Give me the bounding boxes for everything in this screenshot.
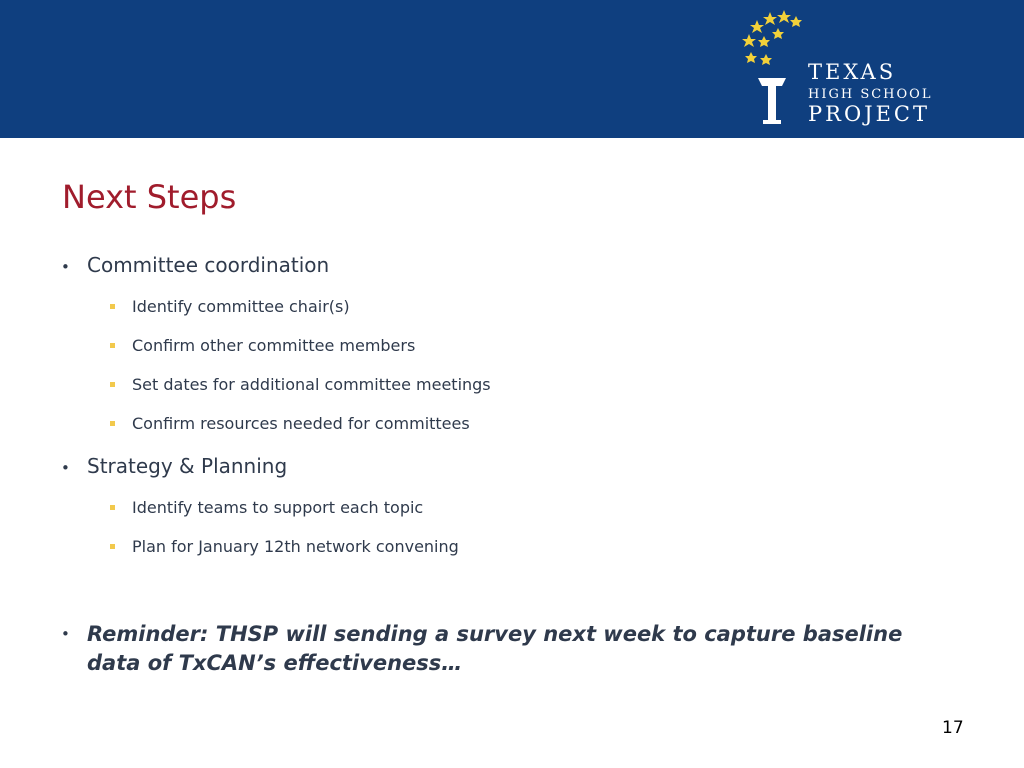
logo-word-high-school: HIGH SCHOOL [808,87,933,102]
bullet-committee-coordination [61,253,330,277]
sub-bullet-square [110,505,115,510]
sub-bullet-square [110,544,115,549]
slide-title: Next Steps [62,178,237,216]
sub-bullet-text: Plan for January 12th network convening [132,537,459,556]
sub-bullet [132,297,350,316]
reminder-text: Reminder: THSP will sending a survey next week to capture baseline data of TxCAN’s effectiveness… [87,622,903,675]
bullet-text: Committee coordination [87,253,330,277]
page-number: 17 [942,718,964,738]
bullet-strategy-planning [61,454,288,478]
sub-bullet-text: Confirm resources needed for committees [132,414,470,433]
sub-bullet-text: Identify teams to support each topic [132,498,424,517]
sub-bullet-text: Identify committee chair(s) [132,297,350,316]
sub-bullet-square [110,421,115,426]
sub-bullet [132,414,470,433]
bullet-dot: • [61,459,70,477]
torch-stars-icon [740,8,808,132]
sub-bullet-square [110,304,115,309]
texas-high-school-project-logo [740,8,950,132]
sub-bullet-square [110,382,115,387]
bullet-dot: • [61,258,70,276]
logo-word-project: PROJECT [808,102,930,126]
sub-bullet [132,537,459,556]
sub-bullet-square [110,343,115,348]
sub-bullet-text: Set dates for additional committee meetings [132,375,491,394]
logo-word-texas: TEXAS [808,60,897,84]
sub-bullet-text: Confirm other committee members [132,336,416,355]
bullet-text: Strategy & Planning [87,454,288,478]
header-banner [0,0,1024,138]
reminder-bullet [61,620,907,678]
sub-bullet [132,375,491,394]
sub-bullet [132,336,415,355]
sub-bullet [132,498,423,517]
bullet-dot: • [61,625,70,643]
